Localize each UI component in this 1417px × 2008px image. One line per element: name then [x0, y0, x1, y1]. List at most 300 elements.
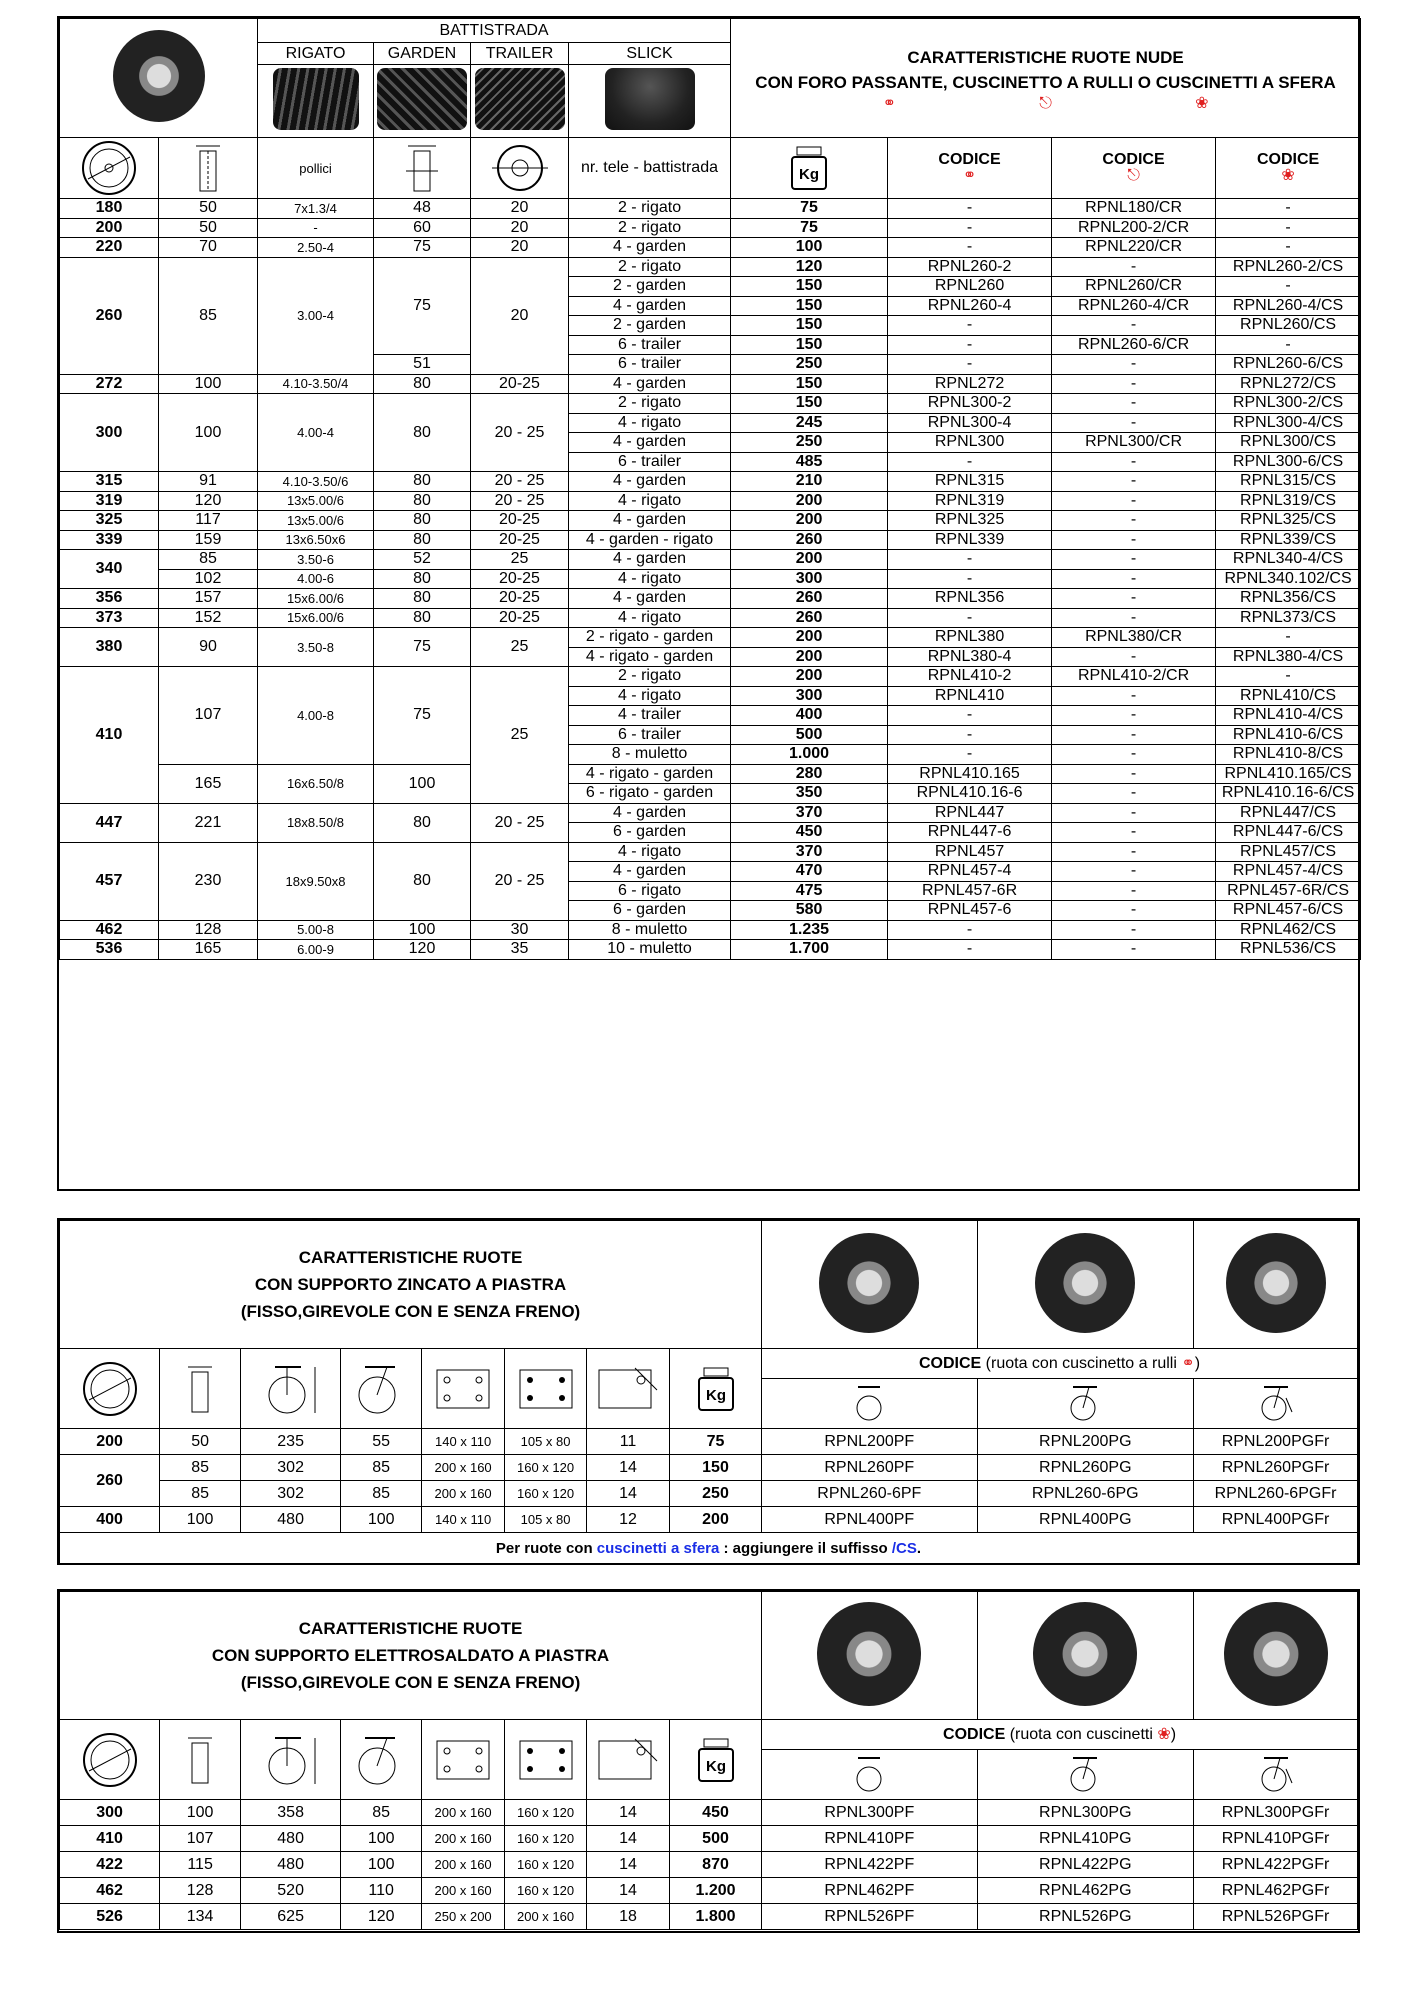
tread-img-trailer — [471, 65, 569, 138]
cell-pol: 13x5.00/6 — [258, 511, 374, 531]
cell-c1: - — [888, 335, 1052, 355]
plate-size-icon — [422, 1720, 505, 1800]
cell-d: 457 — [60, 842, 159, 920]
table-row — [60, 920, 1361, 940]
note-part-b: cuscinetti a sfera — [596, 1539, 720, 1557]
cell-pgfr: RPNL300PGFr — [1194, 1800, 1358, 1826]
cell-f: 12 — [587, 1507, 670, 1533]
diameter-icon — [60, 138, 159, 199]
cell-tele: 6 - garden — [569, 901, 731, 921]
cell-w: 90 — [159, 628, 258, 667]
cell-c1: RPNL356 — [888, 589, 1052, 609]
cell-c1: RPNL380-4 — [888, 647, 1052, 667]
cell-h: 80 — [374, 394, 471, 472]
cell-c2: RPNL380/CR — [1052, 628, 1216, 648]
cell-d: 200 — [60, 1429, 160, 1455]
cell-c3: RPNL410/CS — [1216, 686, 1361, 706]
codice-label: CODICE — [943, 1725, 1006, 1743]
cell-f: 14 — [587, 1800, 670, 1826]
svg-text:Kg: Kg — [705, 1757, 726, 1775]
cell-c3: - — [1216, 277, 1361, 297]
note-part-c: : aggiungere il suffisso — [719, 1539, 892, 1557]
section-zincato — [57, 1218, 1360, 1565]
cell-kg: 300 — [731, 569, 888, 589]
cell-kg: 75 — [669, 1429, 761, 1455]
tread-img-slick — [569, 65, 731, 138]
bushing-icon: ⎋ — [1039, 94, 1052, 112]
cell-w: 85 — [159, 550, 258, 570]
roller-bearing-icon: ⚭ — [882, 94, 897, 112]
cell-o: 100 — [341, 1826, 422, 1852]
cell-d: 422 — [60, 1852, 160, 1878]
cell-c2: - — [1052, 784, 1216, 804]
ball-bearing-icon: ❀ — [1157, 1725, 1171, 1743]
cell-c1: - — [888, 316, 1052, 336]
cell-tele: 4 - garden — [569, 238, 731, 258]
cell-c1: - — [888, 452, 1052, 472]
cell-kg: 485 — [731, 452, 888, 472]
offset-icon — [341, 1349, 422, 1429]
bare-header — [60, 19, 1361, 199]
cell-c1: - — [888, 199, 1052, 219]
cell-kg: 370 — [731, 803, 888, 823]
cell-o: 55 — [341, 1429, 422, 1455]
cell-c2: - — [1052, 530, 1216, 550]
ball-bearing-note — [60, 1533, 1358, 1564]
cell-f: 14 — [587, 1826, 670, 1852]
cell-c2: RPNL300/CR — [1052, 433, 1216, 453]
cell-kg: 1.000 — [731, 745, 888, 765]
cell-kg: 150 — [731, 335, 888, 355]
cell-c3: RPNL260-4/CS — [1216, 296, 1361, 316]
cell-c3: RPNL410.165/CS — [1216, 764, 1361, 784]
cell-kg: 200 — [731, 667, 888, 687]
cell-d: 356 — [60, 589, 159, 609]
table-row — [60, 667, 1361, 687]
battistrada-heading: BATTISTRADA — [258, 19, 731, 43]
cell-kg: 1.700 — [731, 940, 888, 960]
table-row — [60, 764, 1361, 784]
table-row — [60, 238, 1361, 258]
table-row — [60, 530, 1361, 550]
codice-note-close: ) — [1194, 1354, 1201, 1372]
cell-w: 70 — [159, 238, 258, 258]
ball-bearing-icon: ❀ — [1195, 94, 1209, 112]
tread-trailer-photo — [475, 68, 565, 130]
cell-c3: RPNL260/CS — [1216, 316, 1361, 336]
cell-c1: RPNL315 — [888, 472, 1052, 492]
tread-slick-photo — [605, 68, 695, 130]
cell-d: 300 — [60, 394, 159, 472]
width-icon — [159, 138, 258, 199]
table-row — [60, 940, 1361, 960]
cell-kg: 200 — [731, 628, 888, 648]
cell-c2: - — [1052, 920, 1216, 940]
cell-p2: 160 x 120 — [505, 1481, 587, 1507]
cell-f: 14 — [587, 1455, 670, 1481]
codice-bushing — [1052, 138, 1216, 199]
cell-pg: RPNL300PG — [977, 1800, 1193, 1826]
bore-icon — [471, 138, 569, 199]
table-row — [60, 1507, 1358, 1533]
cell-h: 51 — [374, 355, 471, 375]
cell-kg: 470 — [731, 862, 888, 882]
cell-c2: RPNL410-2/CR — [1052, 667, 1216, 687]
bushing-icon: ⎋ — [1127, 167, 1140, 184]
cell-tele: 4 - garden — [569, 589, 731, 609]
cell-kg: 250 — [731, 355, 888, 375]
cell-c2: - — [1052, 803, 1216, 823]
cell-w: 85 — [160, 1481, 241, 1507]
cell-c3: RPNL447-6/CS — [1216, 823, 1361, 843]
roller-bearing-icon: ⚭ — [962, 167, 977, 184]
cell-o: 85 — [341, 1800, 422, 1826]
caster-swivel-image — [1033, 1602, 1137, 1706]
cell-pf: RPNL260-6PF — [762, 1481, 977, 1507]
cell-d: 339 — [60, 530, 159, 550]
cell-c3: RPNL410-8/CS — [1216, 745, 1361, 765]
cell-p2: 105 x 80 — [505, 1429, 587, 1455]
roller-bearing-icon: ⚭ — [1181, 1354, 1195, 1372]
cell-f: 11 — [587, 1429, 670, 1455]
cell-p1: 200 x 160 — [422, 1878, 505, 1904]
table-row — [60, 589, 1361, 609]
zincato-title-line3: (FISSO,GIREVOLE CON E SENZA FRENO) — [240, 1302, 581, 1322]
cell-tele: 4 - rigato — [569, 491, 731, 511]
swivel-caster-icon — [977, 1379, 1193, 1429]
cell-d: 400 — [60, 1507, 160, 1533]
cell-d: 380 — [60, 628, 159, 667]
codice-note: (ruota con cuscinetti — [1009, 1725, 1153, 1743]
cell-kg: 1.235 — [731, 920, 888, 940]
cell-w: 102 — [159, 569, 258, 589]
cell-kg: 120 — [731, 257, 888, 277]
cell-c2: - — [1052, 257, 1216, 277]
cell-tele: 2 - garden — [569, 277, 731, 297]
cell-pf: RPNL200PF — [762, 1429, 977, 1455]
elettrosaldato-body — [60, 1800, 1358, 1930]
cell-p1: 250 x 200 — [422, 1904, 505, 1930]
codice-label: CODICE — [918, 1354, 982, 1372]
cell-h: 480 — [241, 1507, 341, 1533]
caster-brake-photo — [1194, 1592, 1358, 1720]
cell-kg: 250 — [669, 1481, 761, 1507]
cell-kg: 300 — [731, 686, 888, 706]
cell-d: 180 — [60, 199, 159, 219]
cell-kg: 245 — [731, 413, 888, 433]
cell-c3: RPNL315/CS — [1216, 472, 1361, 492]
table-row — [60, 1429, 1358, 1455]
cell-d: 319 — [60, 491, 159, 511]
cell-d: 536 — [60, 940, 159, 960]
cell-c3: RPNL319/CS — [1216, 491, 1361, 511]
hole-diameter-icon — [587, 1720, 670, 1800]
cell-pol: 2.50-4 — [258, 238, 374, 258]
cell-c1: - — [888, 238, 1052, 258]
cell-kg: 1.800 — [669, 1904, 761, 1930]
cell-tele: 6 - trailer — [569, 335, 731, 355]
cell-w: 50 — [159, 199, 258, 219]
caster-brake-image — [1224, 1602, 1328, 1706]
tire-photo — [113, 30, 205, 122]
cell-c1: RPNL300 — [888, 433, 1052, 453]
caster-swivel-image — [1035, 1233, 1135, 1333]
table-row — [60, 218, 1361, 238]
cell-tele: 4 - garden — [569, 374, 731, 394]
cell-tele: 4 - garden — [569, 803, 731, 823]
cell-c1: RPNL410-2 — [888, 667, 1052, 687]
cell-c1: - — [888, 745, 1052, 765]
cell-pol: 3.00-4 — [258, 257, 374, 374]
cell-hub: 25 — [471, 667, 569, 804]
table-row — [60, 608, 1361, 628]
cell-h: 75 — [374, 257, 471, 355]
cell-c3: RPNL300-6/CS — [1216, 452, 1361, 472]
cell-pol: - — [258, 218, 374, 238]
cell-c3: RPNL410-6/CS — [1216, 725, 1361, 745]
cell-kg: 475 — [731, 881, 888, 901]
cell-tele: 4 - rigato - garden — [569, 764, 731, 784]
diameter-icon — [60, 1349, 160, 1429]
cell-hub: 25 — [471, 628, 569, 667]
plate-size-icon — [422, 1349, 505, 1429]
cell-pg: RPNL462PG — [977, 1878, 1193, 1904]
cell-w: 107 — [159, 667, 258, 765]
cell-o: 85 — [341, 1455, 422, 1481]
cell-p2: 160 x 120 — [505, 1800, 587, 1826]
diameter-icon — [60, 1720, 160, 1800]
cell-hub: 20 - 25 — [471, 842, 569, 920]
cell-c1: RPNL325 — [888, 511, 1052, 531]
cell-pg: RPNL260-6PG — [977, 1481, 1193, 1507]
cell-c2: - — [1052, 491, 1216, 511]
cell-c1: RPNL457-4 — [888, 862, 1052, 882]
cell-h: 80 — [374, 589, 471, 609]
cell-h: 625 — [241, 1904, 341, 1930]
cell-w: 85 — [160, 1455, 241, 1481]
height-icon — [241, 1720, 341, 1800]
cell-c2: - — [1052, 316, 1216, 336]
cell-d: 447 — [60, 803, 159, 842]
cell-w: 159 — [159, 530, 258, 550]
cell-c3: RPNL410.16-6/CS — [1216, 784, 1361, 804]
cell-tele: 6 - trailer — [569, 452, 731, 472]
cell-d: 325 — [60, 511, 159, 531]
cell-tele: 8 - muletto — [569, 920, 731, 940]
tread-slick: SLICK — [569, 43, 731, 65]
codice-note: (ruota con cuscinetto a rulli — [985, 1354, 1177, 1372]
cell-o: 85 — [341, 1481, 422, 1507]
cell-kg: 100 — [731, 238, 888, 258]
cell-c3: - — [1216, 238, 1361, 258]
cell-w: 91 — [159, 472, 258, 492]
cell-p1: 200 x 160 — [422, 1826, 505, 1852]
cell-tele: 2 - rigato — [569, 218, 731, 238]
cell-p2: 160 x 120 — [505, 1852, 587, 1878]
cell-w: 100 — [160, 1800, 241, 1826]
cell-c3: RPNL373/CS — [1216, 608, 1361, 628]
bare-title-line1: CARATTERISTICHE RUOTE NUDE — [907, 47, 1184, 67]
elettro-codice-header — [762, 1720, 1358, 1750]
width-icon — [160, 1720, 241, 1800]
tread-img-garden — [374, 65, 471, 138]
cell-kg: 260 — [731, 530, 888, 550]
tread-img-rigato — [258, 65, 374, 138]
cell-f: 14 — [587, 1481, 670, 1507]
cell-hub: 20-25 — [471, 589, 569, 609]
codice-note-close: ) — [1170, 1725, 1177, 1743]
cell-o: 100 — [341, 1852, 422, 1878]
cell-pf: RPNL260PF — [762, 1455, 977, 1481]
cell-h: 52 — [374, 550, 471, 570]
cell-h: 302 — [241, 1455, 341, 1481]
cell-c1: RPNL260 — [888, 277, 1052, 297]
cell-p1: 140 x 110 — [422, 1507, 505, 1533]
cell-c1: RPNL410.165 — [888, 764, 1052, 784]
fixed-caster-icon — [762, 1379, 977, 1429]
section-elettrosaldato — [57, 1589, 1360, 1933]
zincato-body — [60, 1429, 1358, 1533]
table-row — [60, 1852, 1358, 1878]
cell-hub: 20 — [471, 238, 569, 258]
cell-h: 80 — [374, 608, 471, 628]
tread-rigato: RIGATO — [258, 43, 374, 65]
cell-c2: - — [1052, 550, 1216, 570]
zincato-title-line2: CON SUPPORTO ZINCATO A PIASTRA — [254, 1274, 567, 1294]
elettrosaldato-title — [60, 1592, 762, 1720]
cell-tele: 2 - rigato — [569, 257, 731, 277]
cell-hub: 20-25 — [471, 530, 569, 550]
cell-c1: - — [888, 569, 1052, 589]
cell-hub: 20-25 — [471, 608, 569, 628]
table-row — [60, 472, 1361, 492]
brake-caster-icon — [1194, 1379, 1358, 1429]
cell-w: 117 — [159, 511, 258, 531]
cell-c2: - — [1052, 394, 1216, 414]
note-part-a: Per ruote con — [495, 1539, 597, 1557]
cell-c3: RPNL300/CS — [1216, 433, 1361, 453]
caster-swivel-photo — [977, 1221, 1193, 1349]
cell-h: 80 — [374, 530, 471, 550]
bare-title-cell — [731, 19, 1361, 138]
cell-kg: 75 — [731, 218, 888, 238]
cell-h: 80 — [374, 569, 471, 589]
cell-tele: 4 - rigato - garden — [569, 647, 731, 667]
caster-brake-image — [1226, 1233, 1326, 1333]
cell-tele: 6 - trailer — [569, 725, 731, 745]
cell-kg: 350 — [731, 784, 888, 804]
cell-c1: RPNL457 — [888, 842, 1052, 862]
bare-title-line2: CON FORO PASSANTE, CUSCINETTO A RULLI O CUSCINETTI A SFERA — [755, 73, 1336, 92]
table-row — [60, 1481, 1358, 1507]
cell-d: 300 — [60, 1800, 160, 1826]
cell-tele: 6 - rigato - garden — [569, 784, 731, 804]
cell-w: 100 — [159, 394, 258, 472]
cell-pgfr: RPNL422PGFr — [1194, 1852, 1358, 1878]
table-row — [60, 1800, 1358, 1826]
codice-roller — [888, 138, 1052, 199]
cell-kg: 500 — [731, 725, 888, 745]
cell-hub: 25 — [471, 550, 569, 570]
cell-c1: - — [888, 940, 1052, 960]
wheel-photo-cell — [60, 19, 258, 138]
cell-w: 157 — [159, 589, 258, 609]
cell-c2: - — [1052, 472, 1216, 492]
cell-c2: - — [1052, 374, 1216, 394]
cell-c2: - — [1052, 764, 1216, 784]
cell-c3: RPNL300-2/CS — [1216, 394, 1361, 414]
cell-c1: RPNL260-2 — [888, 257, 1052, 277]
cell-pg: RPNL400PG — [977, 1507, 1193, 1533]
cell-tele: 10 - muletto — [569, 940, 731, 960]
cell-tele: 4 - rigato — [569, 686, 731, 706]
cell-c3: RPNL457-6R/CS — [1216, 881, 1361, 901]
table-row — [60, 1878, 1358, 1904]
cell-c1: RPNL447 — [888, 803, 1052, 823]
cell-tele: 4 - garden — [569, 550, 731, 570]
cell-d: 260 — [60, 257, 159, 374]
hole-spacing-icon — [505, 1720, 587, 1800]
cell-f: 14 — [587, 1878, 670, 1904]
cell-kg: 280 — [731, 764, 888, 784]
cell-c3: RPNL260-2/CS — [1216, 257, 1361, 277]
cell-kg: 260 — [731, 608, 888, 628]
elettrosaldato-table — [59, 1591, 1358, 1930]
cell-h: 480 — [241, 1826, 341, 1852]
cell-tele: 6 - trailer — [569, 355, 731, 375]
cell-kg: 500 — [669, 1826, 761, 1852]
cell-c3: RPNL300-4/CS — [1216, 413, 1361, 433]
cell-pol: 4.00-4 — [258, 394, 374, 472]
table-row — [60, 374, 1361, 394]
cell-c1: RPNL447-6 — [888, 823, 1052, 843]
cell-c1: RPNL410.16-6 — [888, 784, 1052, 804]
caster-fixed-image — [817, 1602, 921, 1706]
cell-pgfr: RPNL400PGFr — [1194, 1507, 1358, 1533]
cell-c3: RPNL457/CS — [1216, 842, 1361, 862]
cell-h: 235 — [241, 1429, 341, 1455]
bare-wheels-body — [60, 199, 1361, 960]
cell-kg: 150 — [731, 296, 888, 316]
cell-p2: 200 x 160 — [505, 1904, 587, 1930]
note-part-d: /CS — [891, 1539, 917, 1557]
cell-c3: - — [1216, 628, 1361, 648]
cell-c3: RPNL340.102/CS — [1216, 569, 1361, 589]
cell-pg: RPNL410PG — [977, 1826, 1193, 1852]
cell-hub: 20-25 — [471, 374, 569, 394]
cell-c3: - — [1216, 667, 1361, 687]
cell-d: 462 — [60, 920, 159, 940]
cell-tele: 4 - garden - rigato — [569, 530, 731, 550]
cell-d: 410 — [60, 667, 159, 804]
cell-kg: 150 — [731, 394, 888, 414]
cell-h: 75 — [374, 667, 471, 765]
cell-c2: - — [1052, 569, 1216, 589]
cell-kg: 260 — [731, 589, 888, 609]
cell-pg: RPNL260PG — [977, 1455, 1193, 1481]
tread-rigato-photo — [273, 68, 359, 130]
bearing-icons-row — [731, 96, 1360, 112]
cell-d: 272 — [60, 374, 159, 394]
cell-hub: 20 — [471, 218, 569, 238]
zincato-table — [59, 1220, 1358, 1564]
cell-c1: RPNL457-6 — [888, 901, 1052, 921]
table-row — [60, 842, 1361, 862]
cell-c3: RPNL380-4/CS — [1216, 647, 1361, 667]
cell-w: 115 — [160, 1852, 241, 1878]
cell-pol: 3.50-6 — [258, 550, 374, 570]
cell-w: 100 — [159, 374, 258, 394]
